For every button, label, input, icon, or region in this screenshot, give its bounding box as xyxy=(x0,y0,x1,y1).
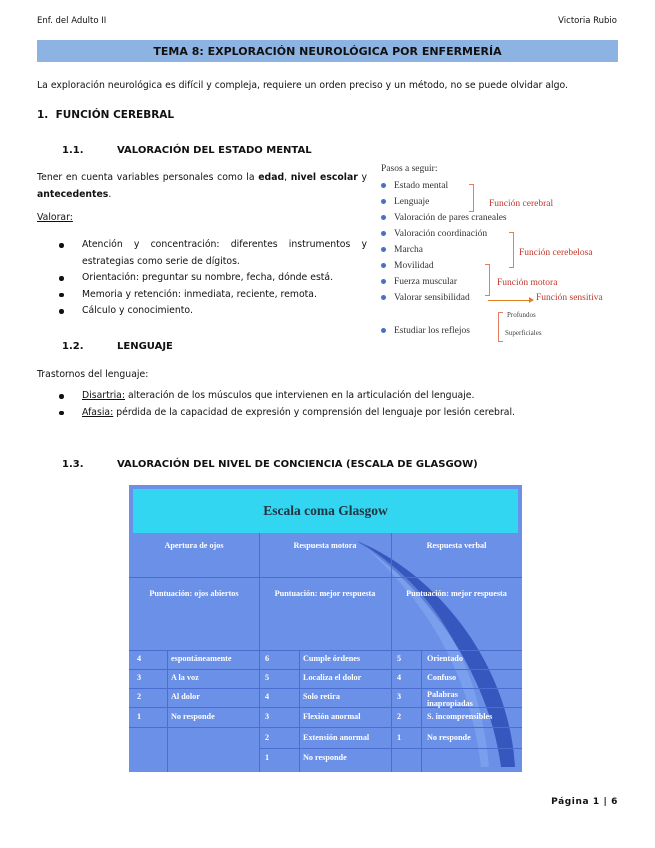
subsection-1-1-heading: 1.1. VALORACIÓN DEL ESTADO MENTAL xyxy=(62,145,312,156)
list-item: Cálculo y conocimiento. xyxy=(55,303,367,320)
table-cell: No responde xyxy=(171,712,215,721)
list-item: Afasia: pérdida de la capacidad de expresión y comprensión del lenguaje por lesión cerebral. xyxy=(55,405,622,422)
divider xyxy=(129,650,522,651)
table-cell: 3 xyxy=(397,692,402,701)
diagram-step: Valoración coordinación xyxy=(381,229,487,239)
intro-paragraph: La exploración neurológica es difícil y compleja, requiere un orden preciso y un método, no se puede olvidar algo. xyxy=(37,80,568,91)
diagram-step: Movilidad xyxy=(381,261,434,271)
table-cell: A la voz xyxy=(171,673,199,682)
subsection-1-3-heading: 1.3. VALORACIÓN DEL NIVEL DE CONCIENCIA (ESCALA DE GLASGOW) xyxy=(62,459,478,470)
divider xyxy=(259,748,522,749)
bullet-icon xyxy=(381,231,386,236)
table-cell: 4 xyxy=(397,673,402,682)
bullet-icon xyxy=(381,247,386,252)
header-motor: Respuesta motora xyxy=(293,541,357,550)
table-cell: 4 xyxy=(265,692,270,701)
diagram-title: Pasos a seguir: xyxy=(381,164,438,174)
exploration-steps-diagram xyxy=(379,164,619,344)
function-sensitiva-label: Función sensitiva xyxy=(536,293,603,303)
table-cell: espontáneamente xyxy=(171,654,232,663)
table-cell: 2 xyxy=(397,712,402,721)
bullet-icon xyxy=(381,199,386,204)
bracket-icon xyxy=(469,184,474,212)
divider xyxy=(129,577,522,578)
divider xyxy=(391,533,392,772)
header-author: Victoria Rubio xyxy=(558,16,617,26)
function-motora-label: Función motora xyxy=(497,278,558,288)
bracket-icon xyxy=(498,312,503,342)
bullet-icon xyxy=(381,328,386,333)
table-cell: 2 xyxy=(265,733,270,742)
table-cell: 4 xyxy=(137,654,142,663)
diagram-step: Valorar sensibilidad xyxy=(381,293,470,303)
bullet-icon xyxy=(381,279,386,284)
arrowhead-icon xyxy=(529,297,534,303)
table-cell: 5 xyxy=(265,673,270,682)
bullet-icon xyxy=(381,263,386,268)
table-cell: 1 xyxy=(265,753,270,762)
glasgow-title: Escala coma Glasgow xyxy=(133,489,518,533)
page-number: Página 1 | 6 xyxy=(551,797,618,807)
table-cell: No responde xyxy=(427,733,471,742)
divider xyxy=(259,533,260,772)
reflex-superficial-label: Superficiales xyxy=(505,329,542,337)
divider xyxy=(129,688,522,689)
valorar-label: Valorar: xyxy=(37,212,73,223)
table-cell: Flexión anormal xyxy=(303,712,361,721)
language-intro: Trastornos del lenguaje: xyxy=(37,369,149,380)
table-cell: Al dolor xyxy=(171,692,200,701)
table-cell: No responde xyxy=(303,753,347,762)
reflex-deep-label: Profundos xyxy=(507,311,536,319)
bracket-icon xyxy=(509,232,514,268)
divider xyxy=(129,669,522,670)
bullet-icon xyxy=(381,183,386,188)
bullet-icon xyxy=(381,215,386,220)
mental-state-paragraph: Tener en cuenta variables personales como la edad, nivel escolar y antecedentes. xyxy=(37,172,367,200)
subheader-verbal: Puntuación: mejor respuesta xyxy=(406,589,507,598)
table-cell: Solo retira xyxy=(303,692,340,701)
header-eyes: Apertura de ojos xyxy=(164,541,224,550)
header-course: Enf. del Adulto II xyxy=(37,16,107,26)
diagram-step: Estudiar los reflejos xyxy=(381,326,470,336)
mental-state-list xyxy=(55,237,367,320)
function-cerebelosa-label: Función cerebelosa xyxy=(519,248,593,258)
table-cell: 3 xyxy=(265,712,270,721)
table-cell: Cumple órdenes xyxy=(303,654,361,663)
arrow-icon xyxy=(488,300,530,301)
language-disorders-list xyxy=(55,388,622,421)
function-cerebral-label: Función cerebral xyxy=(489,199,554,209)
table-cell: Confuso xyxy=(427,673,457,682)
table-cell: Localiza el dolor xyxy=(303,673,362,682)
table-cell: 5 xyxy=(397,654,402,663)
table-cell: 1 xyxy=(397,733,402,742)
diagram-step: Valoración de pares craneales xyxy=(381,213,507,223)
table-cell: 6 xyxy=(265,654,270,663)
table-cell: Orientado xyxy=(427,654,463,663)
bullet-icon xyxy=(381,295,386,300)
subheader-motor: Puntuación: mejor respuesta xyxy=(274,589,376,598)
diagram-step: Estado mental xyxy=(381,181,448,191)
list-item: Disartria: alteración de los músculos que intervienen en la articulación del lenguaje. xyxy=(55,388,622,405)
table-cell: 1 xyxy=(137,712,142,721)
list-item: Atención y concentración: diferentes instrumentos y estrategias como serie de dígitos. xyxy=(55,237,367,270)
bracket-icon xyxy=(485,264,490,296)
table-cell: 3 xyxy=(137,673,142,682)
table-cell: S. incomprensibles xyxy=(427,712,493,721)
table-cell: Palabras inapropiadas xyxy=(427,690,473,708)
diagram-step: Lenguaje xyxy=(381,197,429,207)
list-item: Memoria y retención: inmediata, reciente, remota. xyxy=(55,287,367,304)
page-title: TEMA 8: EXPLORACIÓN NEUROLÓGICA POR ENFERMERÍA xyxy=(37,40,618,62)
subheader-eyes: Puntuación: ojos abiertos xyxy=(149,589,239,598)
subsection-1-2-heading: 1.2. LENGUAJE xyxy=(62,341,173,352)
diagram-step: Marcha xyxy=(381,245,423,255)
section-1-heading: 1. FUNCIÓN CEREBRAL xyxy=(37,109,175,121)
header-verbal: Respuesta verbal xyxy=(426,541,487,550)
diagram-step: Fuerza muscular xyxy=(381,277,457,287)
table-cell: Extensión anormal xyxy=(303,733,370,742)
list-item: Orientación: preguntar su nombre, fecha, dónde está. xyxy=(55,270,367,287)
divider xyxy=(129,727,522,728)
glasgow-scale-table xyxy=(129,485,522,772)
table-cell: 2 xyxy=(137,692,142,701)
